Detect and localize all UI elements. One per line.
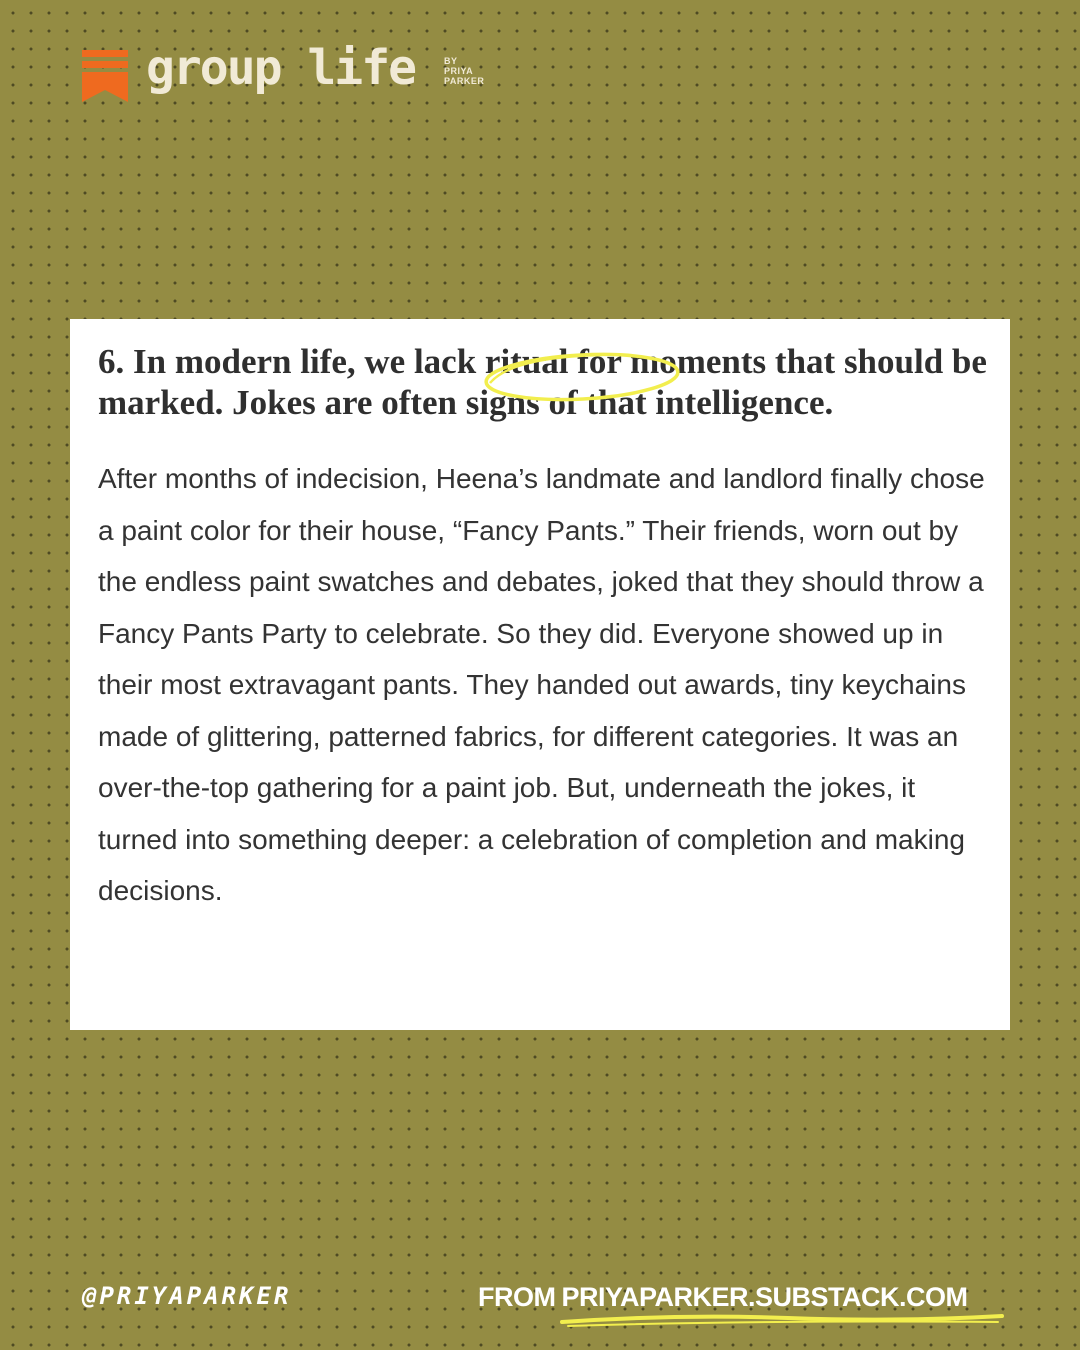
content-card	[70, 319, 1010, 1030]
logo-text: group life	[146, 40, 415, 96]
substack-icon	[82, 50, 128, 102]
source-url-link[interactable]: PRIYAPARKER.SUBSTACK.COM	[561, 1282, 968, 1312]
logo-byline	[444, 56, 484, 86]
card-body: After months of indecision, Heena’s landmate and landlord finally chose a paint color for their house, “Fancy Pants.” Their friends, worn out by the endless paint swatches and debates, joked that they should throw a Fancy Pants Party to celebrate. So they did. Everyone showed up in their most extravagant pants. They handed out awards, tiny keychains made of glittering, patterned fabrics, for different categories. It was an over-the-top gathering for a paint job. But, underneath the jokes, it turned into something deeper: a celebration of completion and making decisions.	[98, 463, 985, 906]
source-prefix: FROM	[478, 1282, 556, 1312]
brand-logo	[82, 40, 522, 106]
heading-text: 6. In modern life, we lack ritual for moments that should be marked. Jokes are often signs of that intelligence.	[98, 342, 987, 422]
url-underline-icon	[558, 1308, 1008, 1332]
byline-last: PARKER	[444, 76, 485, 86]
byline-first: PRIYA	[444, 66, 474, 76]
byline-by: BY	[444, 56, 458, 66]
social-handle[interactable]: @PRIYAPARKER	[82, 1282, 292, 1310]
card-heading	[98, 341, 990, 423]
